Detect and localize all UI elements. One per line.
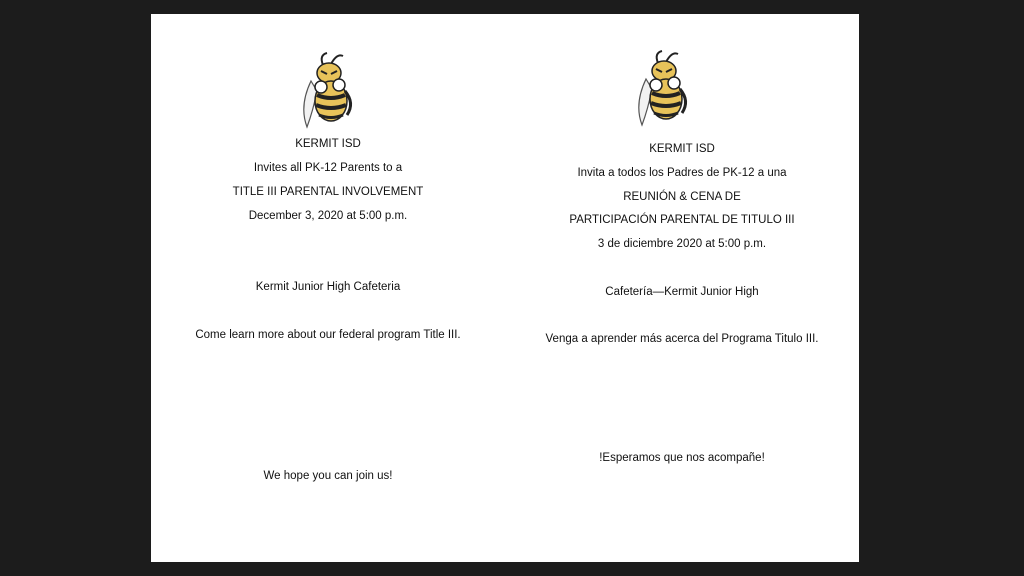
closing-text: !Esperamos que nos acompañe! xyxy=(599,452,765,464)
learn-more-text: Venga a aprender más acerca del Programa Titulo III. xyxy=(545,333,819,345)
invite-text: Invites all PK-12 Parents to a xyxy=(253,162,403,174)
yellowjacket-mascot-icon xyxy=(297,51,361,131)
spanish-column xyxy=(505,14,859,562)
event-location: Cafetería—Kermit Junior High xyxy=(605,286,759,298)
learn-more-text: Come learn more about our federal program Title III. xyxy=(195,329,461,341)
english-column xyxy=(151,14,505,562)
event-title-line2: PARTICIPACIÓN PARENTAL DE TITULO III xyxy=(569,214,795,226)
event-datetime: December 3, 2020 at 5:00 p.m. xyxy=(248,210,408,222)
org-name: KERMIT ISD xyxy=(649,143,715,155)
flyer-page xyxy=(151,14,859,562)
event-title: TITLE III PARENTAL INVOLVEMENT xyxy=(232,186,424,198)
org-name: KERMIT ISD xyxy=(295,138,361,150)
event-datetime: 3 de diciembre 2020 at 5:00 p.m. xyxy=(597,238,767,250)
event-location: Kermit Junior High Cafeteria xyxy=(255,281,401,293)
invite-text: Invita a todos los Padres de PK-12 a una xyxy=(577,167,787,179)
closing-text: We hope you can join us! xyxy=(263,470,393,482)
event-title-line1: REUNIÓN & CENA DE xyxy=(623,191,741,203)
yellowjacket-mascot-icon xyxy=(632,47,696,131)
